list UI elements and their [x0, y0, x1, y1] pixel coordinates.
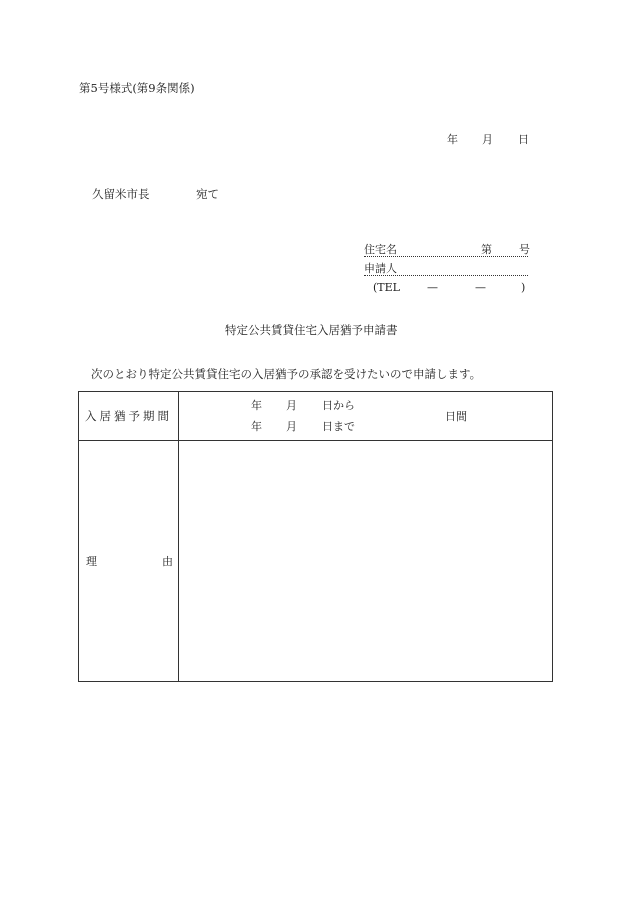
housing-name-label: 住宅名: [364, 243, 397, 256]
tel-dash-2: —: [475, 281, 486, 294]
reason-label-2: 由: [162, 555, 173, 568]
reason-label-1: 理: [86, 555, 97, 568]
reason-input-area[interactable]: [179, 441, 553, 682]
date-month-label: 月: [482, 133, 493, 146]
period-label: 入居猶予期間: [85, 409, 172, 423]
period-value-cell[interactable]: [179, 392, 553, 441]
addressee-name: 久留米市長: [92, 187, 150, 201]
housing-number-suffix: 号: [519, 243, 530, 256]
intro-text: 次のとおり特定公共賃貸住宅の入居猶予の承認を受けたいので申請します。: [91, 367, 482, 381]
reason-label-cell: [79, 441, 179, 682]
housing-number-prefix: 第: [481, 243, 492, 256]
from-year: 年: [251, 399, 262, 412]
application-table: [78, 391, 553, 682]
to-year: 年: [251, 420, 262, 433]
from-month: 月: [286, 399, 297, 412]
days-label: 日間: [445, 410, 467, 423]
from-day: 日から: [322, 399, 355, 412]
tel-close: ): [521, 281, 526, 294]
period-row: [79, 392, 553, 441]
reason-row: [79, 441, 553, 682]
applicant-label: 申請人: [364, 262, 397, 275]
date-year-label: 年: [447, 133, 458, 146]
document-title: 特定公共賃貸住宅入居猶予申請書: [225, 323, 398, 337]
tel-label: (TEL: [373, 281, 400, 294]
date-day-label: 日: [518, 133, 529, 146]
form-number: 第5号様式(第9条関係): [79, 81, 195, 95]
tel-dash-1: —: [427, 281, 438, 294]
to-month: 月: [286, 420, 297, 433]
period-label-cell: [79, 392, 179, 441]
addressee-suffix: 宛て: [196, 187, 219, 201]
to-day: 日まで: [322, 420, 355, 433]
